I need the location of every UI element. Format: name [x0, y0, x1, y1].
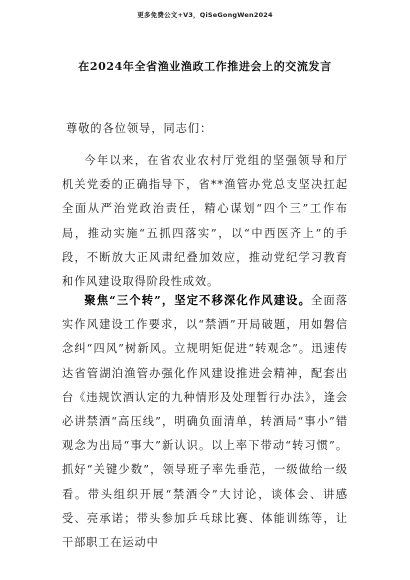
- paragraph-2: [62, 288, 348, 555]
- paragraph-1: [62, 148, 348, 294]
- paragraph-2-body: 全面落实作风建设工作要求，以“禁酒”开局破题，用如磐信念纠“四风”树新风。立规明矩促进“转观念”。迅速传达省管湖泊渔管办强化作风建设推进会精神，配套出台《违规饮酒认定的九种情形及处理暂行办法》，逢会必讲禁酒“高压线”，明确负面清单，转酒局“事小”错观念为出局“事大”新认识。以上率下带动“转习惯”。抓好“关键少数”，领导班子率先垂范，一级做给一级看。带头组织开展“禁酒令”大讨论，谈体会、讲感受、亮承诺；带头参加乒乓球比赛、体能训练等，让干部职工在运动中: [62, 294, 348, 550]
- paragraph-2-lead: 聚焦“三个转”，坚定不移深化作风建设。: [84, 293, 312, 307]
- paragraph-1-body: 今年以来，在省农业农村厅党组的坚强领导和厅机关党委的正确指导下，省**渔管办党总支坚决扛起全面从严治党政治责任，精心谋划“四个三”工作布局，推动实施“五抓四落实”，以“中西医齐上”的手段，不断放大正风肃纪叠加效应，推动党纪学习教育和作风建设取得阶段性成效。: [62, 154, 348, 289]
- header-note: 更多免费公文+V3，QiSeGongWen2024: [137, 11, 273, 19]
- salutation: 尊敬的各位领导，同志们：: [66, 122, 213, 135]
- document-title: 在2024年全省渔业渔政工作推进会上的交流发言: [78, 60, 332, 73]
